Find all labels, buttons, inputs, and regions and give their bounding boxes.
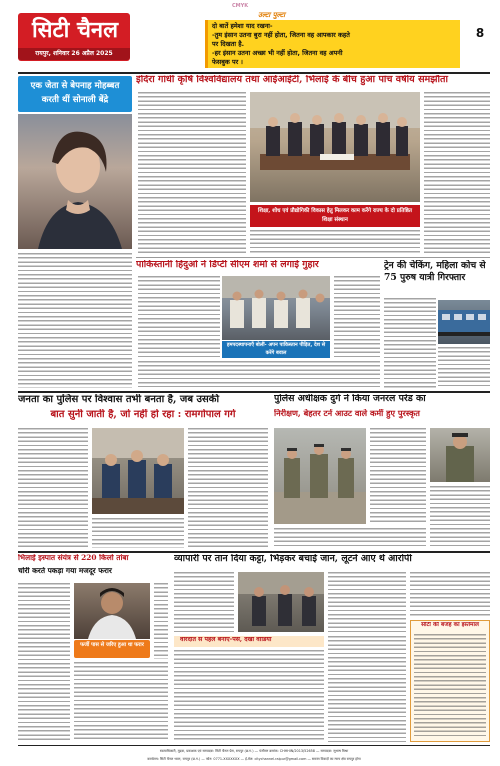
masthead-dateline: रायपुर, शनिवार 26 अप्रैल 2025 <box>18 48 130 60</box>
bhilai-headline-line1: भिलाई इस्पात संयंत्र से 220 किलो तांबा <box>18 554 129 562</box>
shop-cctv-illustration <box>238 572 324 632</box>
parade-photo-1 <box>274 428 366 524</box>
bhilai-body-bottom <box>18 642 70 742</box>
igkv-caption-banner <box>250 205 420 227</box>
registration-marks: CMYK <box>232 3 249 9</box>
sonali-headline-banner <box>18 76 132 112</box>
masthead-title: सिटी चैनल <box>31 17 119 43</box>
footer-imprint-line2: कार्यालय: सिटी चैनल भवन, रायपुर (छ.ग.) — फोन: 0771-XXXXXXX — ई-मेल: citychannel.raipur@gmail.com — समस्त विवादों का न्याय क्षेत्र रायपुर होगा <box>147 757 361 761</box>
parade-body-col2 <box>370 428 426 524</box>
train-body-col1 <box>384 298 436 388</box>
vyapari-side-box-text <box>414 634 486 738</box>
page-number: 8 <box>475 26 485 40</box>
accused-photo-illustration <box>74 583 150 639</box>
sonali-headline: एक जेता से बेपनाह मोहब्बत करती थीं सोनाली बेंद्रे <box>30 81 120 105</box>
section-rule-1 <box>18 391 490 393</box>
quote-line: -तुम इंसान उतना बुरा नहीं होता, जितना वह आपकार कहते <box>212 31 350 39</box>
vyapari-side-box-title: सीटी की बजह का इस्तेमाल <box>421 622 479 628</box>
vyapari-body-col1 <box>174 572 234 632</box>
janata-headline-line2: बात सुनी जाती है, जो नहीं हो रहा : रामगोपाल गर्ग <box>50 409 236 420</box>
pakistani-headline: पाकिस्तानी हिंदुओं ने डिप्टी सीएम शर्मा से लगाई गुहार <box>136 260 319 270</box>
igkv-body-col3 <box>424 92 490 254</box>
vyapari-headline: व्यापारी पर तान दिया कट्टा, भिड़कर बचाई जान, लूटने आए थे आरोपी <box>174 554 412 564</box>
vyapari-body-col2 <box>328 572 406 632</box>
train-body-col2 <box>438 347 490 388</box>
footer-rule <box>18 745 490 746</box>
pakistani-body-bottom <box>138 361 380 387</box>
janata-body-col2 <box>92 518 184 548</box>
sonali-photo <box>18 114 132 249</box>
janata-body-col3 <box>188 428 268 548</box>
bhilai-photo <box>74 583 150 639</box>
group-photo-illustration <box>250 92 420 202</box>
train-headline: ट्रेन की चेकिंग, महिला कोच से 75 पुरुष यात्री गिरफ्तार <box>384 260 486 283</box>
parade-headline-line1: पुलिस अधीक्षक दुर्ग ने किया जनरल परेड का <box>274 394 426 404</box>
train-photo <box>438 300 490 344</box>
pakistani-body-col3 <box>334 276 380 358</box>
igkv-rule <box>136 257 490 258</box>
igkv-body-under-photo <box>250 230 420 254</box>
officer-photo-illustration <box>430 428 490 482</box>
janata-body-col1 <box>18 428 88 548</box>
section-rule-2 <box>18 551 490 553</box>
quote-line: दो बातें हमेशा याद रखना- <box>212 22 273 30</box>
ulta-pulta-label: उल्टा पुल्टा <box>258 11 286 19</box>
vyapari-photo <box>238 572 324 632</box>
quote-line: फेसबुक पर । <box>212 58 243 66</box>
parade-body-bottom <box>274 528 426 548</box>
parade-photo-illustration <box>274 428 366 524</box>
bhilai-headline-line2: चोरी करते पकड़ा गया मजदूर फरार <box>18 567 112 575</box>
vyapari-body-col3 <box>410 572 490 618</box>
meeting-photo-illustration <box>222 276 330 340</box>
parade-body-col3 <box>430 486 490 548</box>
vyapari-body-col5 <box>328 636 406 742</box>
igkv-body-col1 <box>138 92 246 254</box>
footer-imprint-line1: स्वत्वाधिकारी, मुद्रक, प्रकाशक एवं सम्पादक: सिटी चैनल प्रेस, रायपुर (छ.ग.) — पंजीयन क्रमांक: CHHHIN/2013/52658 — सम्पादक: सुभाष मिश्रा <box>159 749 349 753</box>
pakistani-caption-banner <box>222 341 330 358</box>
masthead-rule <box>18 72 490 74</box>
press-conference-illustration <box>92 428 184 514</box>
quote-line: -हर इंसान उतना अच्छा भी नहीं होता, जितना वह अपनी <box>212 49 343 57</box>
janata-headline-line1: जनता का पुलिस पर विश्वास तभी बनता है, जब उसकी <box>18 394 220 405</box>
igkv-photo-caption: शिक्षा, शोध एवं प्रौद्योगिकी विकास हेतु मिलकर काम करेंगे राज्य के दो प्रतिष्ठित शिक्षा संस्थान <box>258 208 412 223</box>
bhilai-photo-caption: फर्जी पास से जरिए हुआ था फरार <box>80 642 144 648</box>
portrait-illustration <box>18 114 132 249</box>
pakistani-body-col1 <box>138 276 220 358</box>
vyapari-subhead: वारदात से पहले बनाए-पैसे, देखी वीडियो <box>180 637 272 643</box>
bhilai-body-right <box>154 583 168 659</box>
sonali-body-text <box>18 253 132 388</box>
bhilai-body-col1 <box>18 583 70 639</box>
parade-photo-2 <box>430 428 490 482</box>
parade-headline-line2: निरीक्षण, बेहतर टर्न आउट वाले कर्मी हुए पुरस्कृत <box>274 409 420 418</box>
quote-line: पर दिखता है. <box>212 40 245 48</box>
igkv-headline: इंदिरा गांधी कृषि विश्वविद्यालय तथा आईआईटी, भिलाई के बीच हुआ पांच वर्षीय समझौता <box>136 75 448 85</box>
pakistani-photo <box>222 276 330 340</box>
vyapari-body-col4 <box>174 650 324 742</box>
train-photo-illustration <box>438 300 490 344</box>
igkv-photo <box>250 92 420 202</box>
janata-photo <box>92 428 184 514</box>
bhilai-body-col2 <box>74 662 168 742</box>
bhilai-caption-banner <box>74 640 150 658</box>
pakistani-photo-caption: हमपदस्थापनाएँ बोलीं- अपन पाकिस्तान पीड़ित, देश से करेंगे बवाल <box>226 342 326 356</box>
